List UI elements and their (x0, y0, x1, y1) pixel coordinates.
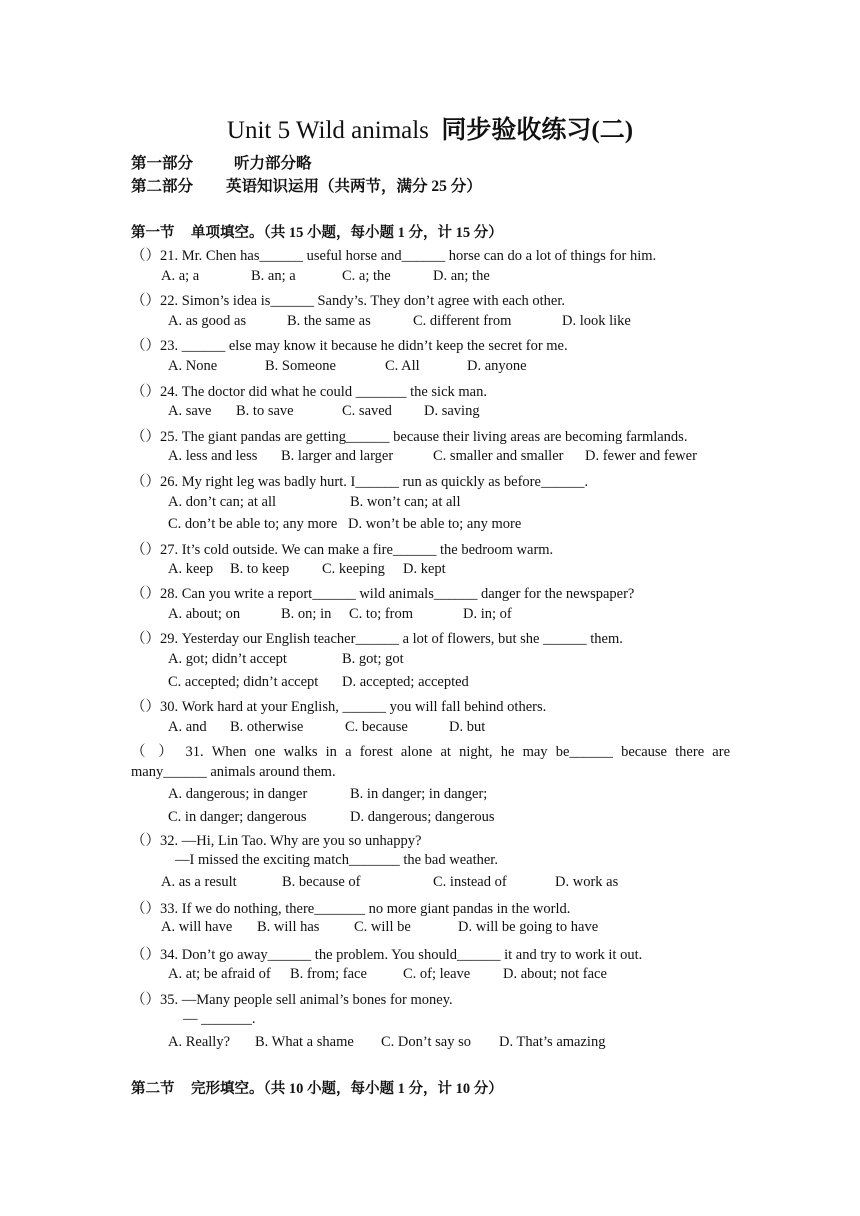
option: C. will be (354, 919, 411, 935)
option: C. All (385, 358, 420, 374)
option: C. a; the (342, 268, 391, 284)
option: B. from; face (290, 966, 367, 982)
option: D. look like (562, 313, 631, 329)
option: B. an; a (251, 268, 296, 284)
option: A. less and less (168, 448, 258, 464)
question-33: （）33. If we do nothing, there_______ no more giant pandas in the world. (131, 901, 571, 917)
part2-heading (131, 174, 482, 196)
option: A. as a result (161, 874, 237, 890)
option: B. larger and larger (281, 448, 394, 464)
option: B. got; got (342, 651, 404, 667)
option: B. to keep (230, 561, 290, 577)
question-27: （）27. It’s cold outside. We can make a fire______ the bedroom warm. (131, 542, 554, 558)
question-24: （）24. The doctor did what he could _______ the sick man. (131, 384, 487, 400)
question-26: （）26. My right leg was badly hurt. I______ run as quickly as before______. (131, 474, 589, 490)
option: C. instead of (433, 874, 507, 890)
option: C. in danger; dangerous (168, 809, 307, 825)
option: D. will be going to have (458, 919, 599, 935)
section1-label: 第一节 (131, 225, 175, 241)
option: A. None (168, 358, 218, 374)
question-32: （）32. —Hi, Lin Tao. Why are you so unhappy? (131, 833, 422, 849)
option: B. to save (236, 403, 294, 419)
option: D. accepted; accepted (342, 674, 469, 690)
option: C. saved (342, 403, 392, 419)
option: C. different from (413, 313, 512, 329)
option: C. because (345, 719, 408, 735)
option: B. won’t can; at all (350, 494, 461, 510)
option: B. because of (282, 874, 361, 890)
option: D. fewer and fewer (585, 448, 697, 464)
option: C. keeping (322, 561, 385, 577)
option: B. will has (257, 919, 320, 935)
option: A. and (168, 719, 207, 735)
part1-heading (131, 151, 312, 173)
option: A. about; on (168, 606, 241, 622)
question-31-cont: many______ animals around them. (131, 764, 336, 780)
option: D. about; not face (503, 966, 607, 982)
title-chinese: 同步验收练习(二) (441, 117, 634, 144)
option: A. as good as (168, 313, 247, 329)
question-22: （）22. Simon’s idea is______ Sandy’s. They don’t agree with each other. (131, 293, 566, 309)
question-25: （）25. The giant pandas are getting______ because their living areas are becoming farmlands. (131, 429, 688, 445)
option: C. Don’t say so (381, 1034, 471, 1050)
option: C. to; from (349, 606, 414, 622)
question-34: （）34. Don’t go away______ the problem. You should______ it and try to work it out. (131, 947, 643, 963)
section1-text: 单项填空。（共 15 小题，每小题 1 分，计 15 分） (191, 225, 503, 241)
option: A. dangerous; in danger (168, 786, 308, 802)
question-28: （）28. Can you write a report______ wild animals______ danger for the newspaper? (131, 586, 635, 602)
question-35: （）35. —Many people sell animal’s bones for money. (131, 992, 453, 1008)
part1-label: 第一部分 (131, 155, 194, 172)
question-32-cont: —I missed the exciting match_______ the bad weather. (175, 852, 498, 868)
option: D. That’s amazing (499, 1034, 606, 1050)
part2-text: 英语知识运用（共两节，满分 25 分） (226, 178, 482, 195)
option: D. anyone (467, 358, 527, 374)
section2-text: 完形填空。（共 10 小题，每小题 1 分，计 10 分） (191, 1081, 503, 1097)
option: B. What a shame (255, 1034, 354, 1050)
option: D. dangerous; dangerous (350, 809, 495, 825)
option: B. the same as (287, 313, 371, 329)
question-35-cont: — _______. (183, 1011, 256, 1027)
section2-label: 第二节 (131, 1081, 175, 1097)
section1-heading (131, 221, 503, 242)
part1-text: 听力部分略 (234, 155, 312, 172)
question-30: （）30. Work hard at your English, ______ you will fall behind others. (131, 699, 547, 715)
option: B. otherwise (230, 719, 304, 735)
page-title (0, 110, 860, 146)
option: A. at; be afraid of (168, 966, 271, 982)
option: B. Someone (265, 358, 336, 374)
title-english: Unit 5 Wild animals (226, 117, 429, 144)
question-23: （）23. ______ else may know it because he didn’t keep the secret for me. (131, 338, 568, 354)
part2-label: 第二部分 (131, 178, 194, 195)
option: D. work as (555, 874, 619, 890)
option: A. a; a (161, 268, 200, 284)
question-29: （）29. Yesterday our English teacher______ a lot of flowers, but she ______ them. (131, 631, 623, 647)
question-31: （ ） 31. When one walks in a forest alone at night, he may be______ because there are (131, 744, 730, 760)
option: C. smaller and smaller (433, 448, 564, 464)
option: A. will have (161, 919, 233, 935)
option: A. Really? (168, 1034, 231, 1050)
option: C. of; leave (403, 966, 471, 982)
option: A. save (168, 403, 212, 419)
option: D. in; of (463, 606, 512, 622)
section2-heading (131, 1077, 503, 1098)
option: D. saving (424, 403, 480, 419)
option: D. won’t be able to; any more (348, 516, 522, 532)
option: A. don’t can; at all (168, 494, 277, 510)
option: B. on; in (281, 606, 332, 622)
question-21: （）21. Mr. Chen has______ useful horse and______ horse can do a lot of things for him. (131, 248, 657, 264)
option: A. keep (168, 561, 214, 577)
option: D. kept (403, 561, 446, 577)
option: C. accepted; didn’t accept (168, 674, 319, 690)
option: B. in danger; in danger; (350, 786, 488, 802)
option: D. but (449, 719, 486, 735)
option: D. an; the (433, 268, 490, 284)
option: A. got; didn’t accept (168, 651, 287, 667)
option: C. don’t be able to; any more (168, 516, 338, 532)
